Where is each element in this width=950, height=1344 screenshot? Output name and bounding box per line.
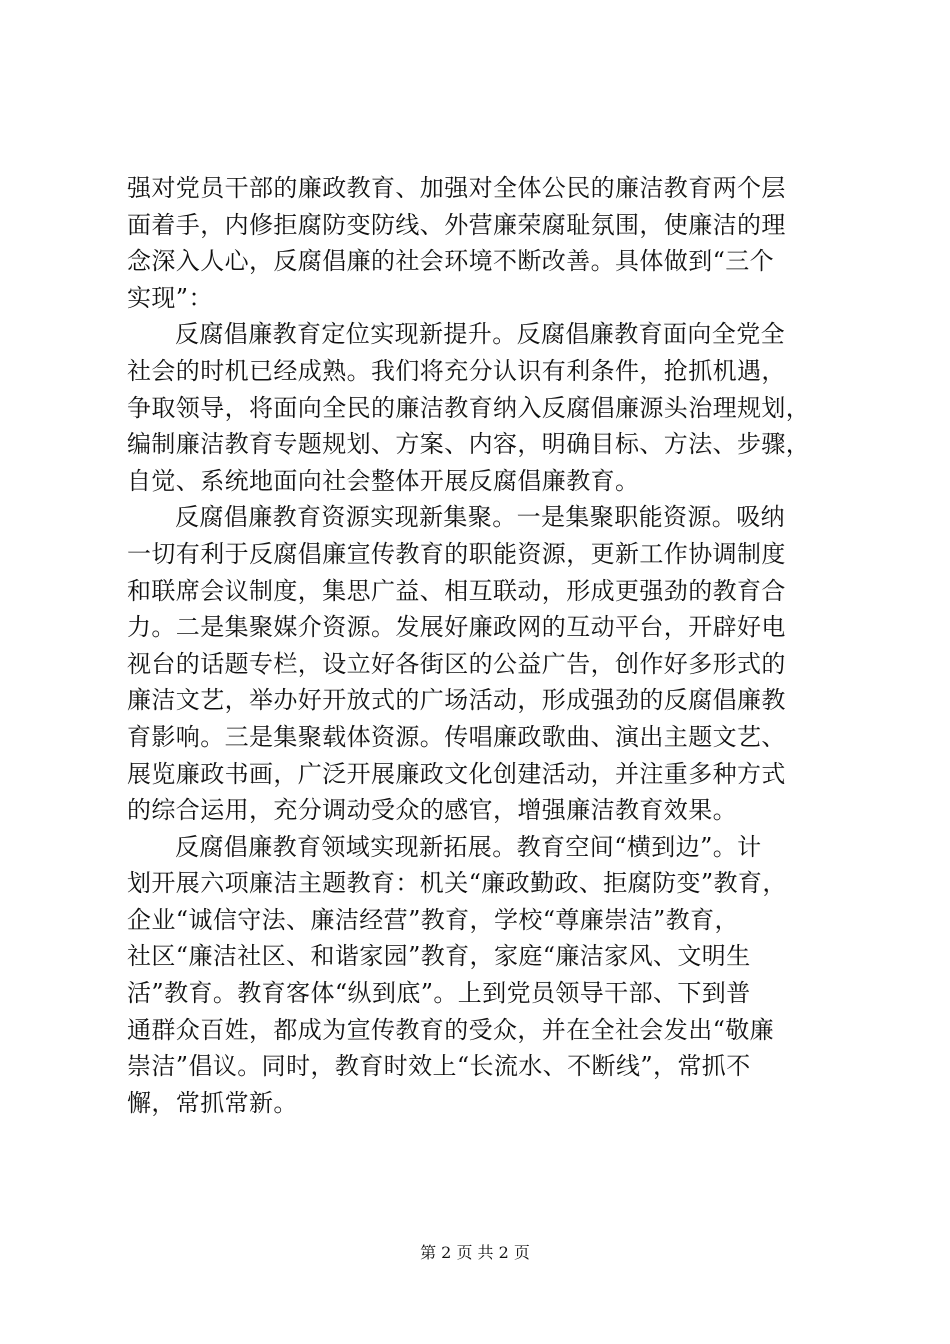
text-line: 视台的话题专栏，设立好各街区的公益广告，创作好多形式的 xyxy=(127,649,786,678)
text-line: 力。二是集聚媒介资源。发展好廉政网的互动平台，开辟好电 xyxy=(127,613,786,642)
text-line: 企业“诚信守法、廉洁经营”教育，学校“尊廉崇洁”教育， xyxy=(127,905,739,934)
text-line: 反腐倡廉教育定位实现新提升。反腐倡廉教育面向全党全 xyxy=(175,320,785,349)
text-line: 一切有利于反腐倡廉宣传教育的职能资源，更新工作协调制度 xyxy=(127,539,786,568)
text-line: 面着手，内修拒腐防变防线、外营廉荣腐耻氛围，使廉洁的理 xyxy=(127,210,786,239)
text-line: 自觉、系统地面向社会整体开展反腐倡廉教育。 xyxy=(127,466,640,495)
text-line: 反腐倡廉教育领域实现新拓展。教育空间“横到边”。计 xyxy=(175,832,762,861)
text-line: 育影响。三是集聚载体资源。传唱廉政歌曲、演出主题文艺、 xyxy=(127,722,786,751)
text-line: 争取领导，将面向全民的廉洁教育纳入反腐倡廉源头治理规划， xyxy=(127,393,811,422)
page-number-footer xyxy=(0,1243,950,1263)
text-line: 划开展六项廉洁主题教育：机关“廉政勤政、拒腐防变”教育， xyxy=(127,869,787,898)
paragraph-resources xyxy=(127,499,837,828)
paragraph-continuation xyxy=(127,170,837,316)
page-number-label: 第 2 页 共 2 页 xyxy=(420,1243,530,1262)
text-line: 懈，常抓常新。 xyxy=(127,1088,298,1117)
text-line: 和联席会议制度，集思广益、相互联动，形成更强劲的教育合 xyxy=(127,576,786,605)
text-line: 强对党员干部的廉政教育、加强对全体公民的廉洁教育两个层 xyxy=(127,174,786,202)
text-line: 反腐倡廉教育资源实现新集聚。一是集聚职能资源。吸纳 xyxy=(175,503,785,532)
text-line: 编制廉洁教育专题规划、方案、内容，明确目标、方法、步骤， xyxy=(127,430,811,459)
paragraph-positioning xyxy=(127,316,837,499)
text-line: 廉洁文艺，举办好开放式的广场活动，形成强劲的反腐倡廉教 xyxy=(127,686,786,715)
document-body xyxy=(127,170,837,1121)
text-line: 通群众百姓，都成为宣传教育的受众，并在全社会发出“敬廉 xyxy=(127,1015,775,1044)
text-line: 社区“廉洁社区、和谐家园”教育，家庭“廉洁家风、文明生 xyxy=(127,942,751,971)
text-line: 念深入人心，反腐倡廉的社会环境不断改善。具体做到“三个 xyxy=(127,247,775,276)
text-line: 崇洁”倡议。同时，教育时效上“长流水、不断线”，常抓不 xyxy=(127,1052,751,1081)
text-line: 展览廉政书画，广泛开展廉政文化创建活动，并注重多种方式 xyxy=(127,759,786,788)
text-line: 的综合运用，充分调动受众的感官，增强廉洁教育效果。 xyxy=(127,796,737,825)
text-line: 社会的时机已经成熟。我们将充分认识有利条件，抢抓机遇， xyxy=(127,356,786,385)
text-line: 实现”： xyxy=(127,283,213,312)
text-line: 活”教育。教育客体“纵到底”。上到党员领导干部、下到普 xyxy=(127,979,751,1008)
paragraph-expansion xyxy=(127,829,837,1122)
